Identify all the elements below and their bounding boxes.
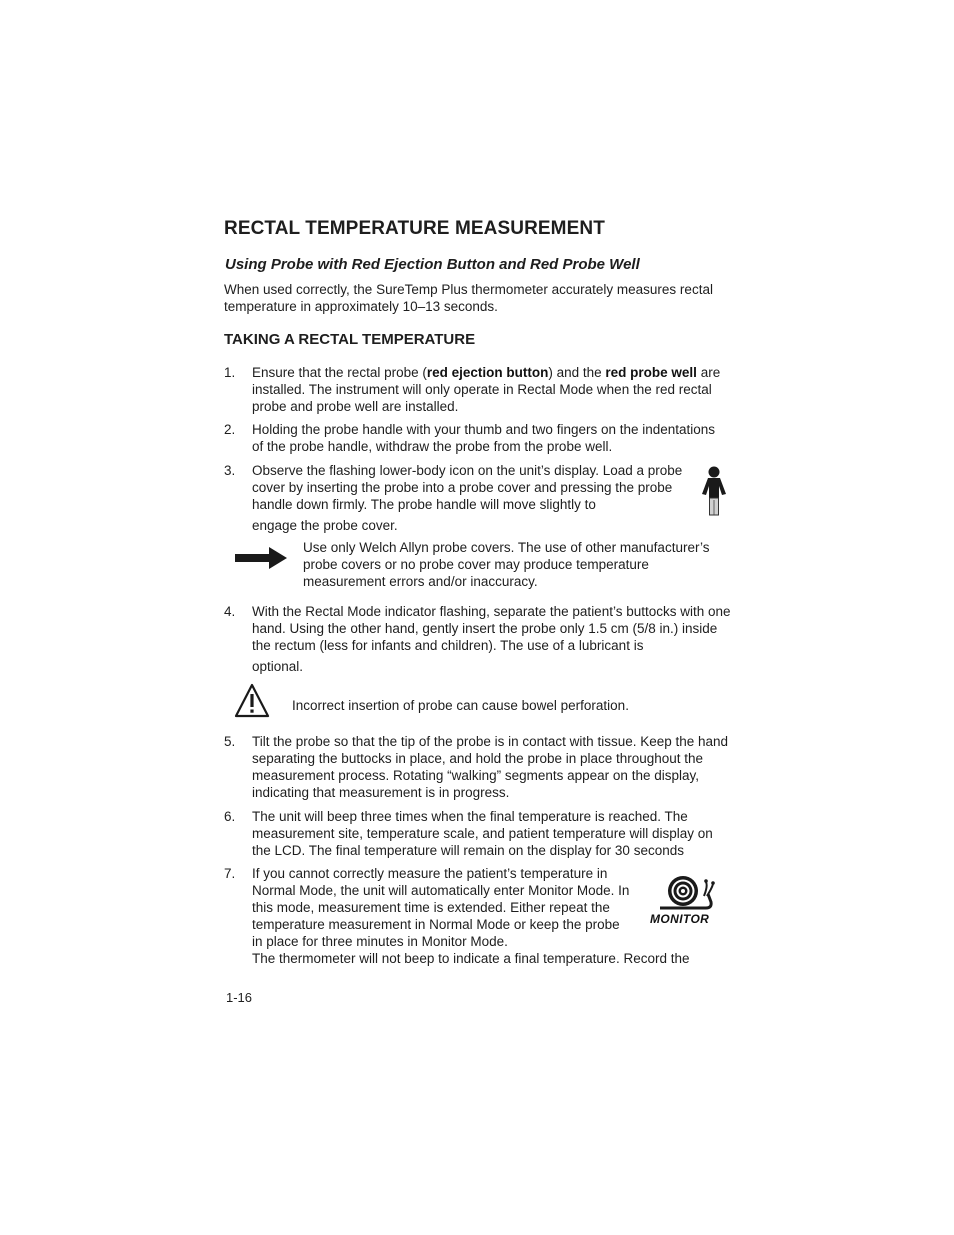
note-text: Use only Welch Allyn probe covers. The use of other manufacturer’s probe covers or no probe cover may produce temperature measurement errors and/or inaccuracy.: [303, 540, 710, 589]
step-2-text: Holding the probe handle with your thumb and two fingers on the indentations of the probe handle, withdraw the probe from the probe well.: [252, 422, 716, 454]
page-number: 1-16: [226, 990, 253, 1005]
step-number: 2.: [224, 422, 236, 437]
lower-body-icon: [700, 464, 728, 516]
step-7-text: If you cannot correctly measure the patient’s temperature in Normal Mode, the unit will automatically enter Monitor Mode. In this mode, measurement time is extended. Either repeat the temperature measurement in Normal Mode or keep the probe in place for three minutes in Monitor Mode.: [252, 866, 630, 949]
step-number: 5.: [224, 734, 236, 749]
step-number: 3.: [224, 463, 236, 478]
step-1-bold-well: red probe well: [605, 365, 697, 380]
warning-triangle-icon: [234, 683, 270, 719]
step-1-text: [252, 364, 730, 415]
snail-monitor-icon: [656, 872, 716, 912]
step-3-text-continued: engage the probe cover.: [252, 518, 398, 533]
step-1-bold-ejection: red ejection button: [426, 365, 549, 380]
step-number: 4.: [224, 604, 236, 619]
step-number: 7.: [224, 866, 236, 881]
warning-text: Incorrect insertion of probe can cause bowel perforation.: [292, 698, 629, 713]
step-1-post: are installed. The instrument will only operate in Rectal Mode when the red rectal probe and probe well are installed.: [252, 365, 721, 414]
page-title: RECTAL TEMPERATURE MEASUREMENT: [224, 218, 605, 239]
step-5-text: Tilt the probe so that the tip of the probe is in contact with tissue. Keep the hand separating the buttocks in place, and hold the probe in place throughout the measurement process. Rotating “walking” segments appear on the display, indicating that measurement is in progress.: [252, 734, 729, 800]
step-number: 1.: [224, 365, 236, 380]
arrow-right-icon: [233, 545, 289, 571]
intro-paragraph: When used correctly, the SureTemp Plus thermometer accurately measures rectal temperature in approximately 10–13 seconds.: [224, 282, 713, 314]
step-1-pre: Ensure that the rectal probe (: [252, 365, 427, 380]
monitor-label: MONITOR: [650, 912, 710, 926]
section-heading: TAKING A RECTAL TEMPERATURE: [224, 331, 476, 348]
step-1-mid: ) and the: [548, 365, 606, 380]
step-3-text: Observe the flashing lower-body icon on the unit’s display. Load a probe cover by inserting the probe into a probe cover and pressing the probe handle down firmly. The probe handle will move slightly to: [252, 463, 683, 512]
step-7-text-continued: The thermometer will not beep to indicate a final temperature. Record the: [252, 951, 690, 966]
step-4-text-continued: optional.: [252, 659, 304, 674]
page-subtitle: Using Probe with Red Ejection Button and Red Probe Well: [225, 256, 640, 273]
step-number: 6.: [224, 809, 236, 824]
step-4-text: With the Rectal Mode indicator flashing, separate the patient’s buttocks with one hand. Using the other hand, gently insert the probe only 1.5 cm (5/8 in.) inside the rectum (less for infants and children). The use of a lubricant is: [252, 604, 731, 653]
step-6-text: The unit will beep three times when the final temperature is reached. The measurement site, temperature scale, and patient temperature will display on the LCD. The final temperature will remain on the display for 30 seconds: [252, 809, 713, 858]
